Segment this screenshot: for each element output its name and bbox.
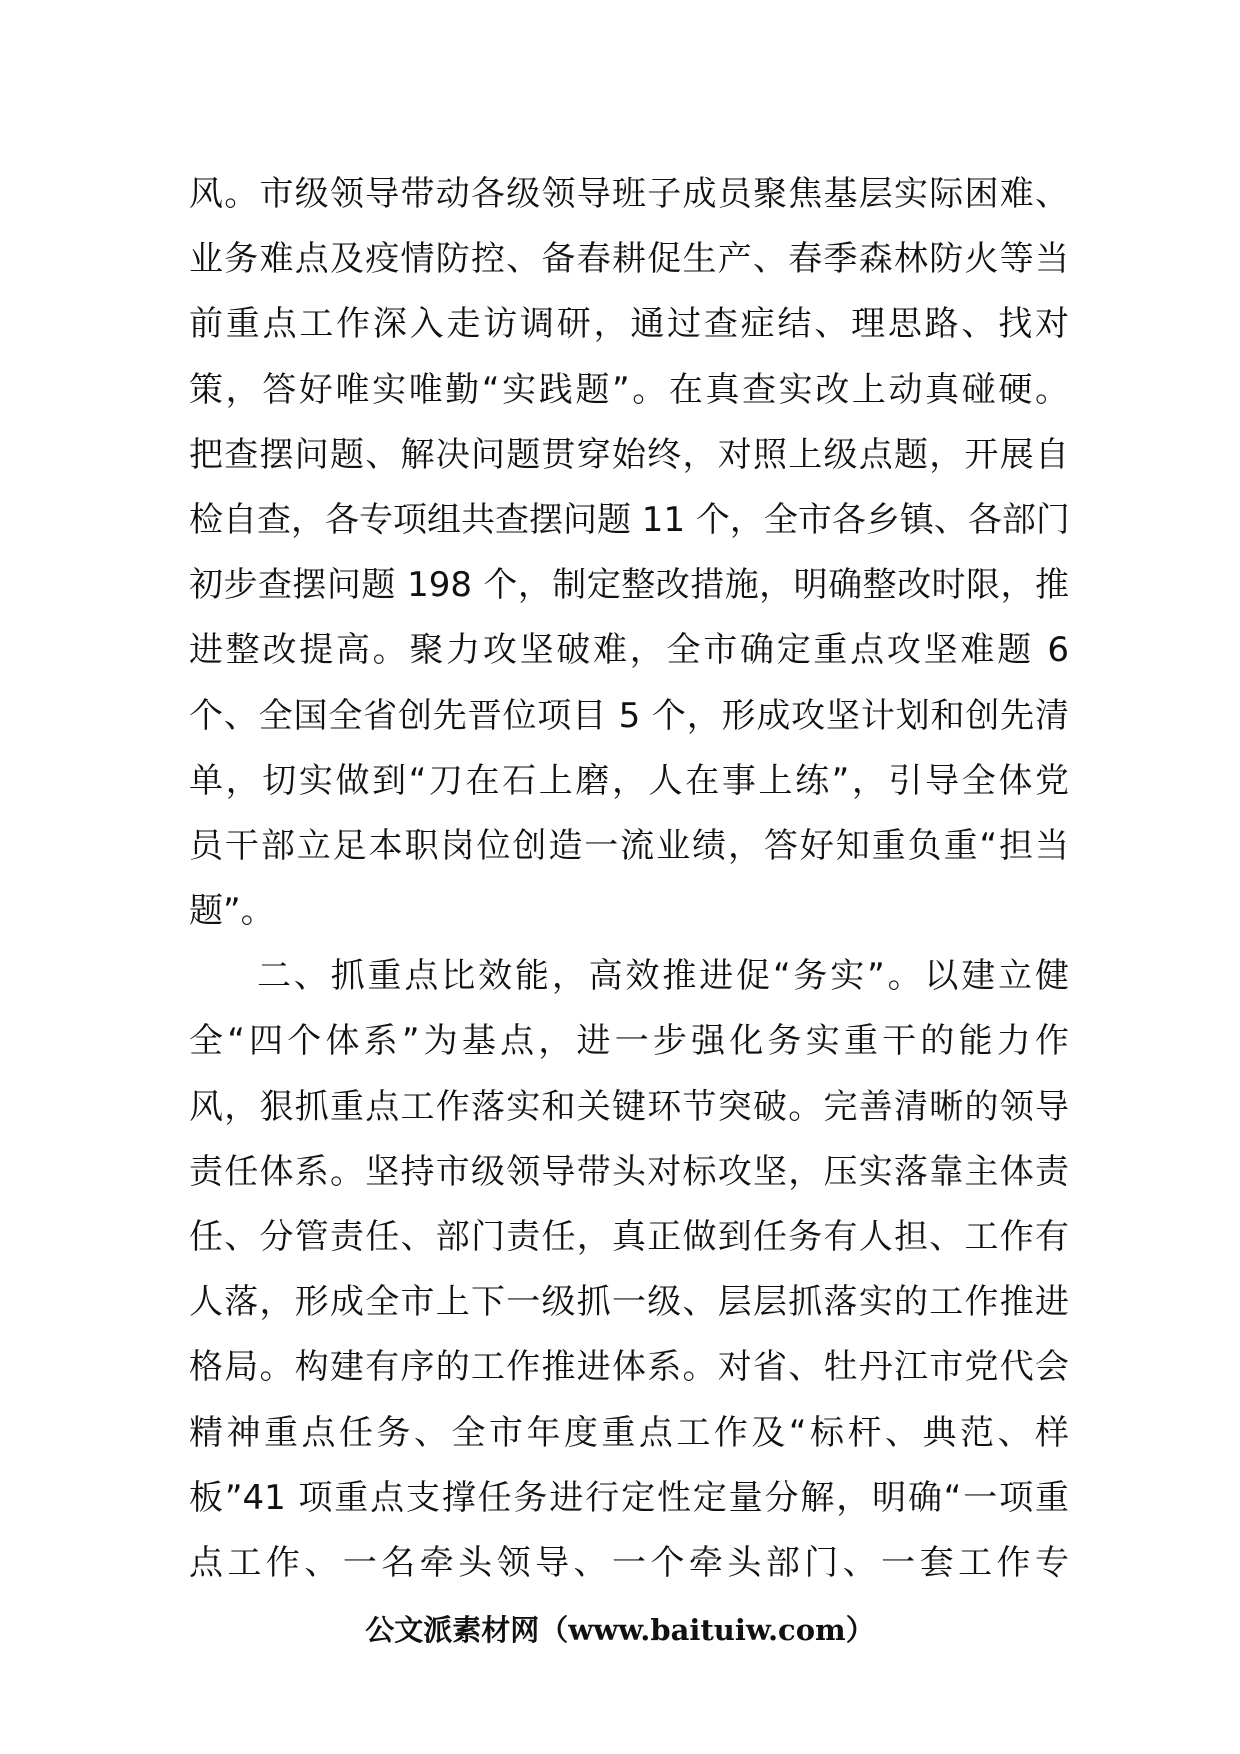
paragraph-1 [189,162,1069,944]
text-line: 题”。 [189,891,275,932]
text-line: 进整改提高。聚力攻坚破难，全市确定重点攻坚难题 6 [189,630,1069,671]
text-line: 人落，形成全市上下一级抓一级、层层抓落实的工作推进 [189,1282,1069,1323]
text-line: 二、抓重点比效能，高效推进促“务实”。以建立健 [257,956,1069,997]
text-line: 业务难点及疫情防控、备春耕促生产、春季森林防火等当 [189,239,1069,280]
text-line: 策，答好唯实唯勤“实践题”。在真查实改上动真碰硬。 [189,369,1069,410]
text-line: 板”41 项重点支撑任务进行定性定量分解，明确“一项重 [189,1477,1069,1518]
text-line: 全“四个体系”为基点，进一步强化务实重干的能力作 [189,1021,1069,1062]
text-line: 单，切实做到“刀在石上磨，人在事上练”，引导全体党 [189,760,1069,801]
text-line: 把查摆问题、解决问题贯穿始终，对照上级点题，开展自 [189,434,1069,475]
text-line: 检自查，各专项组共查摆问题 11 个，全市各乡镇、各部门 [189,499,1070,540]
text-line: 初步查摆问题 198 个，制定整改措施，明确整改时限，推 [189,565,1069,606]
text-line: 个、全国全省创先晋位项目 5 个，形成攻坚计划和创先清 [189,695,1069,736]
paragraph-2 [189,944,1069,1596]
text-line: 点工作、一名牵头领导、一个牵头部门、一套工作专 [189,1542,1069,1583]
text-line: 员干部立足本职岗位创造一流业绩，答好知重负重“担当 [189,825,1069,866]
text-line: 精神重点任务、全市年度重点工作及“标杆、典范、样 [189,1412,1069,1453]
text-line: 任、分管责任、部门责任，真正做到任务有人担、工作有 [189,1217,1069,1257]
footer-watermark: 公文派素材网（www.baituiw.com） [365,1613,875,1647]
text-line: 风。市级领导带动各级领导班子成员聚焦基层实际困难、 [189,174,1069,214]
text-line: 风，狠抓重点工作落实和关键环节突破。完善清晰的领导 [189,1086,1069,1127]
text-line: 格局。构建有序的工作推进体系。对省、牡丹江市党代会 [189,1347,1069,1388]
text-line: 前重点工作深入走访调研，通过查症结、理思路、找对 [189,304,1069,345]
document-body [189,162,1069,1596]
text-line: 责任体系。坚持市级领导带头对标攻坚，压实落靠主体责 [189,1151,1069,1192]
